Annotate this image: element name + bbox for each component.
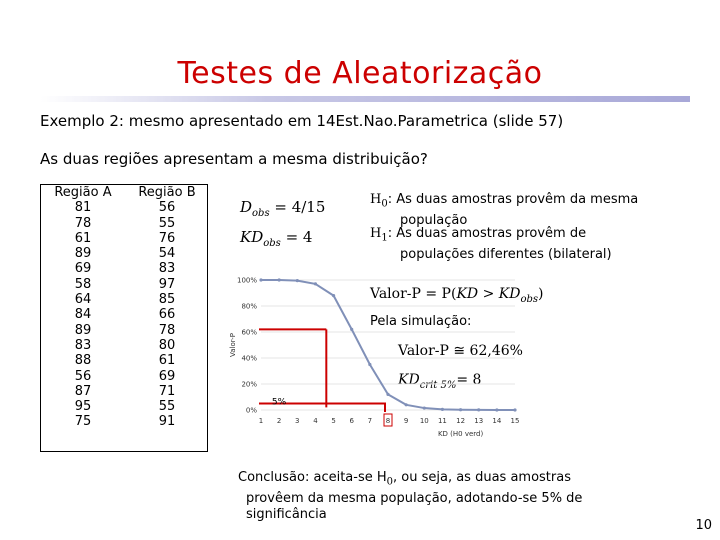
- column-header: Região A: [54, 185, 112, 200]
- table-cell: 89: [74, 322, 92, 338]
- table-cell: 64: [74, 292, 92, 308]
- chart-y-tick-label: 0%: [245, 406, 257, 415]
- chart-grid: [261, 280, 515, 410]
- chart-y-tick-label: 40%: [241, 354, 257, 363]
- table-cell: 91: [158, 414, 176, 430]
- chart-data-point: [495, 408, 498, 411]
- valor-p-gt: >: [478, 286, 499, 302]
- chart-y-tick-label: 80%: [241, 302, 257, 311]
- table-cell: 97: [158, 276, 176, 292]
- column-regiao-a: [41, 185, 125, 430]
- chart-data-point: [259, 278, 262, 281]
- kd-obs-formula: [240, 228, 312, 249]
- h1-symbol: H: [370, 226, 382, 241]
- chart-x-tick-label: 6: [349, 417, 354, 425]
- chart-data-point: [405, 403, 408, 406]
- chart-data-point: [278, 278, 281, 281]
- h0-continuation: população: [400, 212, 468, 228]
- chart-y-label: Valor-P: [229, 333, 237, 357]
- table-cell: 87: [74, 383, 92, 399]
- kd-value: = 4: [280, 228, 313, 246]
- chart-data-point: [423, 406, 426, 409]
- chart-data-point: [477, 408, 480, 411]
- table-cell: 89: [74, 246, 92, 262]
- valor-p-prefix: Valor-P = P(: [370, 286, 457, 302]
- table-cell: 75: [74, 414, 92, 430]
- chart-data-point: [441, 408, 444, 411]
- chart-x-tick-label: 8: [385, 417, 391, 425]
- d-value: = 4/15: [269, 198, 326, 216]
- chart-data-point: [459, 408, 462, 411]
- table-cell: 56: [158, 200, 176, 216]
- conclusion-prefix: Conclusão: aceita-se H: [238, 470, 387, 485]
- table-cell: 71: [158, 383, 176, 399]
- table-cell: 95: [74, 399, 92, 415]
- valor-p-suffix: ): [538, 286, 544, 302]
- kd-crit-value: = 8: [456, 372, 482, 388]
- data-table: [40, 184, 208, 452]
- chart-data-point: [332, 294, 335, 297]
- simulation-label: Pela simulação:: [370, 314, 472, 329]
- table-cell: 61: [74, 230, 92, 246]
- chart-x-tick-label: 3: [295, 417, 300, 425]
- valor-p-subscript: obs: [520, 293, 539, 305]
- h1-subscript: 1: [381, 232, 388, 244]
- chart-x-tick-label: 4: [313, 417, 318, 425]
- chart-x-tick-label: 15: [510, 417, 520, 425]
- table-cell: 78: [74, 215, 92, 231]
- table-cell: 69: [74, 261, 92, 277]
- chart-y-tick-label: 20%: [241, 380, 257, 389]
- table-cell: 78: [158, 322, 176, 338]
- valor-p-kd-obs: KD: [498, 286, 521, 302]
- slide-number: 10: [695, 518, 712, 533]
- conclusion-line-3: significância: [246, 506, 327, 522]
- conclusion-text-1: , ou seja, as duas amostras: [393, 470, 571, 485]
- table-cell: 66: [158, 307, 176, 323]
- table-cell: 83: [74, 337, 92, 353]
- table-cell: 85: [158, 292, 176, 308]
- table-cell: 76: [158, 230, 176, 246]
- chart-x-tick-label: 5: [331, 417, 336, 425]
- p-value-result: Valor-P ≅ 62,46%: [398, 343, 523, 359]
- chart-series-line: [261, 280, 515, 410]
- chart-data-point: [350, 328, 353, 331]
- chart-x-tick-label: 13: [474, 417, 484, 425]
- h1-text: : As duas amostras provêm de: [387, 226, 587, 241]
- chart-x-tick-label: 2: [276, 417, 282, 425]
- chart-annotation-5pct: 5%: [271, 397, 287, 408]
- chart-x-tick-label: 9: [403, 417, 409, 425]
- chart-x-tick-label: 10: [419, 417, 429, 425]
- kd-symbol: KD: [240, 228, 264, 246]
- h0-subscript: 0: [381, 198, 388, 210]
- conclusion-line-2: provêem da mesma população, adotando-se 5% de: [246, 490, 583, 506]
- table-cell: 55: [158, 399, 176, 415]
- h1-continuation: populações diferentes (bilateral): [400, 246, 612, 262]
- chart-y-tick-label: 60%: [241, 328, 257, 337]
- kd-crit-symbol: KD: [398, 372, 420, 388]
- table-cell: 84: [74, 307, 92, 323]
- h0-symbol: H: [370, 192, 382, 207]
- title-underline-bar: [40, 96, 690, 102]
- chart-data-point: [513, 408, 516, 411]
- table-cell: 58: [74, 276, 92, 292]
- table-cell: 61: [158, 353, 176, 369]
- conclusion-subscript: 0: [386, 476, 394, 488]
- column-header: Região B: [138, 185, 196, 200]
- chart-data-point: [314, 282, 317, 285]
- table-cell: 54: [158, 246, 176, 262]
- d-symbol: D: [240, 198, 253, 216]
- table-cell: 81: [74, 200, 92, 216]
- question-text: As duas regiões apresentam a mesma distribuição?: [40, 150, 428, 168]
- chart-y-ticks: [237, 277, 257, 415]
- chart-x-tick-label: 7: [367, 417, 373, 425]
- chart-x-tick-label: 1: [258, 417, 264, 425]
- d-subscript: obs: [252, 208, 270, 219]
- table-cell: 69: [158, 368, 176, 384]
- table-cell: 88: [74, 353, 92, 369]
- hypothesis-h1: [370, 226, 612, 263]
- chart-data-point: [386, 393, 389, 396]
- table-cell: 83: [158, 261, 176, 277]
- kd-subscript: obs: [263, 238, 281, 249]
- h0-text: : As duas amostras provêm da mesma: [387, 192, 639, 207]
- hypothesis-h0: [370, 192, 638, 229]
- conclusion-text: [238, 470, 598, 523]
- chart-x-tick-label: 12: [456, 417, 466, 425]
- chart-data-point: [368, 363, 371, 366]
- kd-crit-subscript: crit 5%: [419, 379, 457, 391]
- chart-points: [259, 278, 516, 411]
- chart-x-ticks: [259, 417, 520, 425]
- chart-x-tick-label: 14: [492, 417, 502, 425]
- chart-y-tick-label: 100%: [236, 276, 257, 285]
- chart-data-point: [296, 279, 299, 282]
- column-regiao-b: [125, 185, 209, 430]
- table-cell: 56: [74, 368, 92, 384]
- valor-p-kd: KD: [456, 286, 479, 302]
- d-obs-formula: [240, 198, 325, 219]
- chart-x-label: KD (H0 verd): [437, 430, 484, 438]
- table-cell: 80: [158, 337, 176, 353]
- chart-x-tick-label: 11: [437, 417, 447, 425]
- intro-text: Exemplo 2: mesmo apresentado em 14Est.Nao.Parametrica (slide 57): [40, 112, 564, 130]
- table-cell: 55: [158, 215, 176, 231]
- slide-title: Testes de Aleatorização: [177, 56, 543, 91]
- p-value-chart: [225, 270, 525, 450]
